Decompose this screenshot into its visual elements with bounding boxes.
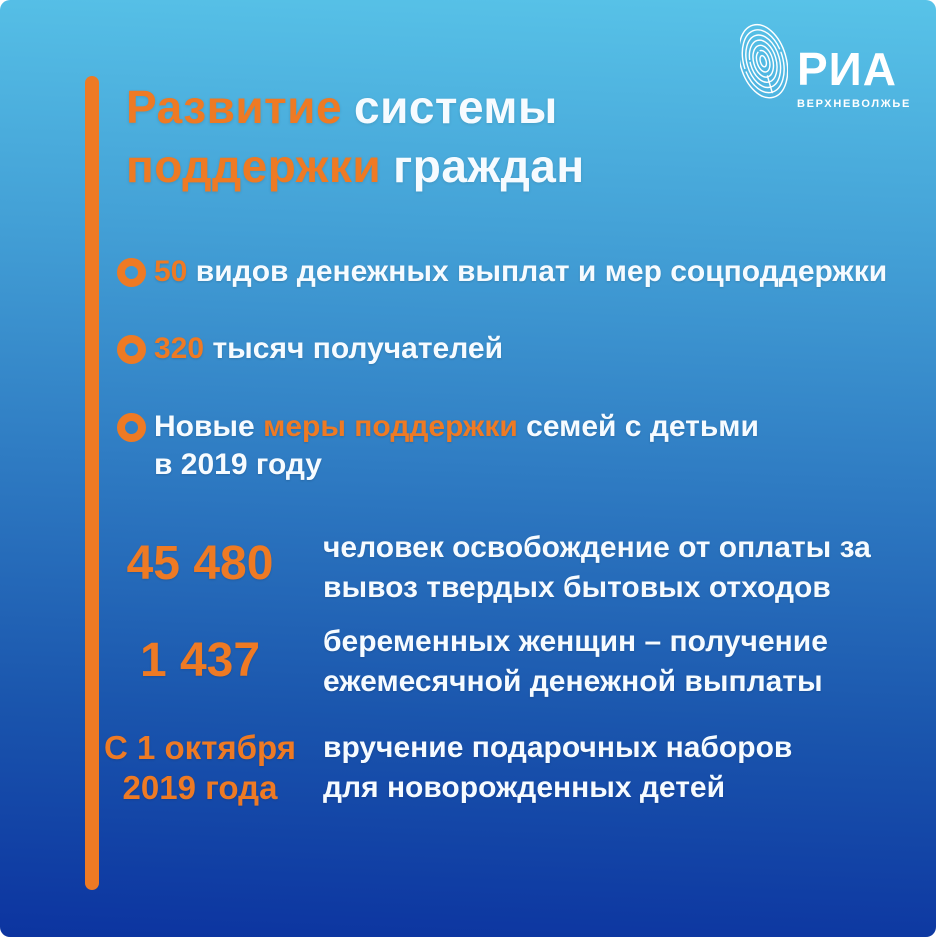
bullet-lead: Новые — [154, 410, 255, 443]
bullet-ring-icon — [117, 335, 146, 364]
stat-desc-line-1: человек освобождение от оплаты за — [323, 531, 871, 564]
bullet-line-2: в 2019 году — [154, 448, 322, 481]
stat-desc-line-1: вручение подарочных наборов — [323, 731, 793, 764]
bullet-text — [154, 408, 759, 484]
fingerprint-icon — [740, 22, 788, 106]
stat-desc-line-2: ежемесячной денежной выплаты — [323, 665, 823, 698]
bullet-item-recipients — [117, 330, 503, 368]
bullet-item-payments — [117, 253, 887, 291]
logo-text — [797, 43, 912, 110]
bullet-text — [154, 253, 887, 291]
bullet-value: 320 — [154, 332, 205, 365]
stat-value-gift-sets-date — [90, 728, 310, 808]
bullet-ring-icon — [117, 413, 146, 442]
logo — [740, 22, 911, 110]
stat-desc-pregnant-women — [323, 622, 828, 702]
title-line-2 — [126, 137, 585, 196]
title-line1-accent: Развитие — [126, 81, 343, 133]
bullet-label: тысяч получателей — [212, 332, 504, 365]
stat-value-waste-exemption: 45 480 — [126, 537, 274, 590]
bullet-text — [154, 330, 503, 368]
bullet-line-1 — [154, 408, 759, 446]
stat-desc-waste-exemption — [323, 528, 871, 608]
stat-desc-line-2: для новорожденных детей — [323, 771, 726, 804]
stat-desc-line-1: беременных женщин – получение — [323, 625, 828, 658]
stat-value-pregnant-women: 1 437 — [139, 634, 261, 687]
logo-brand: РИА — [797, 43, 897, 95]
bullet-label: видов денежных выплат и мер соцподдержки — [195, 255, 888, 288]
bullet-rest: семей с детьми — [526, 410, 759, 443]
logo-region: ВЕРХНЕВОЛЖЬЕ — [797, 98, 912, 110]
bullet-ring-icon — [117, 258, 146, 287]
bullet-item-new-measures — [117, 408, 759, 484]
title-line1-rest: системы — [353, 81, 558, 133]
stat-date-line-1: С 1 октября — [104, 729, 296, 766]
title-line2-accent: поддержки — [126, 140, 382, 192]
title-line-1 — [126, 78, 585, 137]
bullet-value: 50 — [154, 255, 188, 288]
bullet-accent: меры поддержки — [263, 410, 518, 443]
page-title — [126, 78, 585, 196]
title-line2-rest: граждан — [393, 140, 585, 192]
stat-desc-line-2: вывоз твердых бытовых отходов — [323, 571, 831, 604]
stat-date-line-2: 2019 года — [122, 769, 278, 806]
stat-desc-gift-sets — [323, 728, 792, 808]
